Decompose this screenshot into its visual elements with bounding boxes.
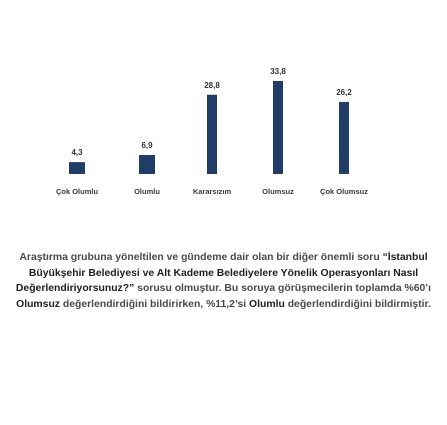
category-label-4: Olumsuz [262,187,294,196]
category-label-3: Kararsızım [192,187,232,196]
value-label-3: 28,8 [204,80,220,90]
description-text-4: değerlendirdiğini bildirmiştir. [284,298,431,310]
bar-5 [339,102,349,174]
category-label-1: Çok Olumlu [55,187,99,196]
description-paragraph [14,250,433,312]
category-label-2: Olumlu [134,187,160,196]
value-label-2: 6,9 [141,141,153,151]
category-labels-group [56,187,368,196]
bar-4 [273,81,283,174]
value-label-1: 4,3 [71,148,83,158]
value-label-4: 33,8 [270,67,286,76]
description-text-2: sorusu olmuştur. Bu soruya görüşmecilerin toplamda %60’ı [134,283,432,294]
bar-1 [69,162,85,174]
category-label-5: Çok Olumsuz [320,187,368,196]
bar-2 [139,155,155,174]
bar-3 [207,95,217,174]
bar-chart-svg [0,0,447,210]
bar-chart [0,0,447,210]
description-text-3: değerlendirdiğini bildirirken, %11,2’si [60,298,250,310]
description-text-1: Araştırma grubuna yöneltilen ve gündeme dair olan bir diğer önemli soru [19,252,383,263]
bars-group [69,81,349,174]
value-label-5: 26,2 [336,87,352,97]
negative-emphasis: Olumsuz [16,298,60,310]
survey-question: “İstanbul Büyükşehir Belediyesi ve Alt Kademe Belediyelere Yönelik Operasyonları Nasıl Değerlendiriyorsunuz?” [15,252,428,294]
positive-emphasis: Olumlu [249,298,285,310]
